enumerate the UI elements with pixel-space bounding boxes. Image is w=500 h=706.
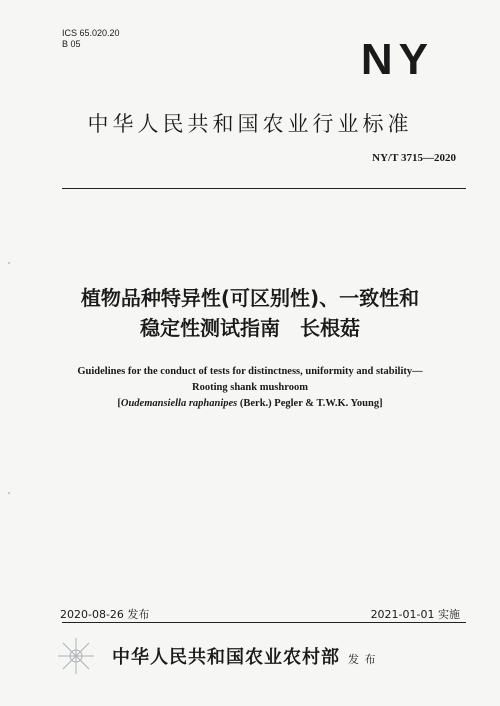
standard-type-heading: 中华人民共和国农业行业标准	[87, 112, 413, 136]
scan-mark	[8, 492, 10, 494]
species-authors: (Berk.) Pegler & T.W.K. Young	[237, 398, 380, 409]
chinese-title-line2: 稳定性测试指南 长根菇	[140, 316, 360, 340]
english-title-line1: Guidelines for the conduct of tests for distinctness, uniformity and stability—	[77, 366, 423, 377]
chinese-title	[0, 283, 500, 343]
issuer-name: 中华人民共和国农业农村部	[112, 647, 340, 668]
standard-code: NY/T 3715—2020	[372, 152, 456, 164]
emblem-icon	[54, 634, 98, 678]
english-title-line2: Rooting shank mushroom	[192, 382, 308, 393]
bracket-close: ]	[379, 398, 383, 409]
classification-codes	[62, 28, 120, 50]
ccs-code: B 05	[62, 39, 81, 49]
chinese-title-line1: 植物品种特异性(可区别性)、一致性和	[80, 286, 420, 310]
issuer-action: 发 布	[348, 653, 377, 666]
species-name: Oudemansiella raphanipes	[120, 398, 238, 409]
top-divider	[62, 188, 466, 189]
publish-date: 2020-08-26 发布	[60, 608, 150, 621]
issuer	[112, 643, 377, 669]
ny-logo: NY	[360, 35, 434, 84]
english-title	[0, 364, 500, 412]
implement-date: 2021-01-01 实施	[370, 608, 460, 621]
bottom-divider	[62, 622, 466, 623]
ics-code: ICS 65.020.20	[62, 28, 120, 38]
english-title-line3	[0, 396, 500, 412]
scan-mark	[8, 262, 10, 264]
bracket-open: [	[117, 398, 121, 409]
